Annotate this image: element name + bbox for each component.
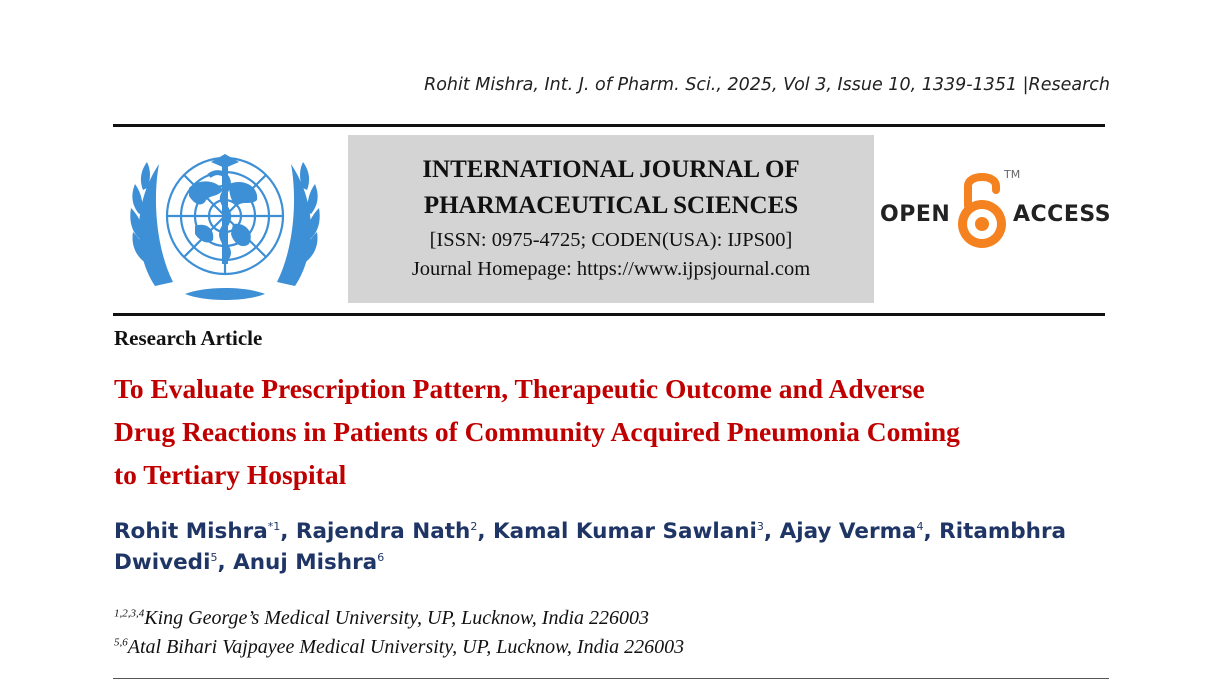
article-title-line-3: to Tertiary Hospital [114,459,347,490]
author-separator: , [477,519,493,544]
article-title-line-1: To Evaluate Prescription Pattern, Therapeutic Outcome and Adverse [114,373,925,404]
author-separator: , [763,519,780,544]
journal-homepage: Journal Homepage: https://www.ijpsjournal.com [411,258,811,280]
author-name: Rajendra Nath [295,519,471,544]
affiliation-line [114,636,684,659]
author-list [114,516,1114,578]
author-affiliation-marker: 3 [756,519,764,533]
author-affiliation-marker: 6 [377,550,385,564]
author-name: Ritambhra Dwivedi [114,519,1067,575]
affiliation-marker: 1,2,3,4 [114,607,145,620]
journal-title-line-1: INTERNATIONAL JOURNAL OF [422,156,800,183]
article-title-line-2: Drug Reactions in Patients of Community Acquired Pneumonia Coming [114,416,960,447]
open-access-logo [880,166,1110,254]
citation-header: Rohit Mishra, Int. J. of Pharm. Sci., 2025, Vol 3, Issue 10, 1339-1351 |Research [424,75,1110,95]
author-separator: , [280,519,296,544]
affiliation-marker: 5,6 [114,636,128,649]
affiliation-text: Atal Bihari Vajpayee Medical University, UP, Lucknow, India 226003 [127,636,685,658]
journal-issn: [ISSN: 0975-4725; CODEN(USA): IJPS00] [429,229,793,251]
journal-title [348,152,874,224]
author-separator: , [923,519,940,544]
article-title [114,367,1114,496]
journal-title-line-2: PHARMACEUTICAL SCIENCES [423,192,799,219]
author-affiliation-marker: *1 [267,519,281,533]
author-affiliation-marker: 5 [210,550,218,564]
author-affiliation-marker: 2 [470,519,478,533]
affiliation-line [114,607,649,630]
trademark-symbol: TM [1004,168,1021,181]
open-access-word-open: OPEN [880,202,951,227]
author-name: Anuj Mishra [233,550,378,575]
affiliation-text: King George’s Medical University, UP, Lucknow, India 226003 [144,607,650,629]
bottom-divider [113,678,1109,679]
open-lock-icon [954,166,1010,252]
journal-logo-icon [125,136,325,306]
open-access-word-access: ACCESS [1013,202,1112,227]
author-name: Kamal Kumar Sawlani [492,519,757,544]
author-affiliation-marker: 4 [916,519,924,533]
author-name: Rohit Mishra [114,519,268,544]
article-type: Research Article [114,326,263,350]
author-name: Ajay Verma [779,519,917,544]
top-divider [113,124,1105,127]
journal-masthead [348,135,874,303]
author-separator: , [217,550,234,575]
masthead-divider [113,313,1105,316]
